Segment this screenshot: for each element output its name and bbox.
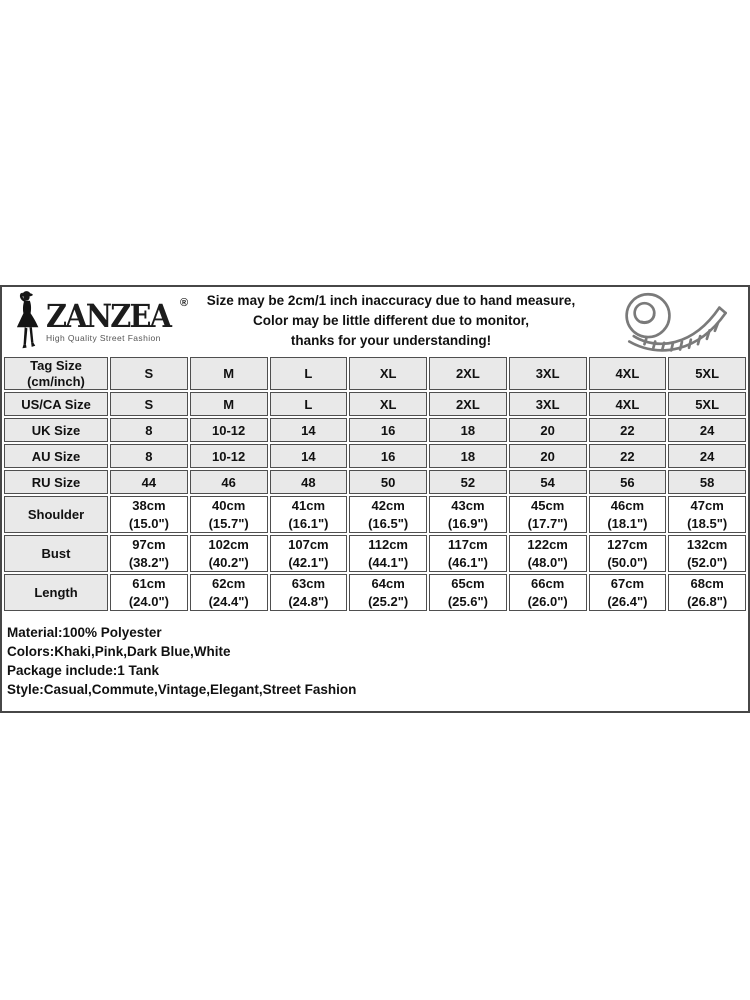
table-row xyxy=(4,357,746,390)
row-label: US/CA Size xyxy=(4,392,108,416)
size-cell: 56 xyxy=(589,470,667,494)
size-cell: 43cm (16.9") xyxy=(429,496,507,533)
size-cell: M xyxy=(190,392,268,416)
size-cell: 61cm (24.0") xyxy=(110,574,188,611)
table-row xyxy=(4,444,746,468)
size-cell: 5XL xyxy=(668,357,746,390)
size-cell: 54 xyxy=(509,470,587,494)
size-cell: 46cm (18.1") xyxy=(589,496,667,533)
table-row xyxy=(4,418,746,442)
size-cell: S xyxy=(110,357,188,390)
size-cell: 67cm (26.4") xyxy=(589,574,667,611)
measuring-tape-icon xyxy=(612,288,734,354)
size-cell: 24 xyxy=(668,418,746,442)
size-table xyxy=(2,355,748,613)
size-cell: 40cm (15.7") xyxy=(190,496,268,533)
size-cell: 117cm (46.1") xyxy=(429,535,507,572)
size-cell: 68cm (26.8") xyxy=(668,574,746,611)
size-cell: 46 xyxy=(190,470,268,494)
brand-logo-text xyxy=(46,296,192,343)
size-cell: 38cm (15.0") xyxy=(110,496,188,533)
size-cell: 122cm (48.0") xyxy=(509,535,587,572)
size-notice xyxy=(184,291,598,351)
size-cell: 10-12 xyxy=(190,418,268,442)
registered-mark: ® xyxy=(180,296,189,309)
detail-package: Package include:1 Tank xyxy=(7,663,160,679)
size-cell: XL xyxy=(349,392,427,416)
table-row xyxy=(4,470,746,494)
size-cell: 16 xyxy=(349,418,427,442)
table-row xyxy=(4,574,746,611)
size-cell: 65cm (25.6") xyxy=(429,574,507,611)
size-cell: 22 xyxy=(589,444,667,468)
table-row xyxy=(4,535,746,572)
size-cell: 2XL xyxy=(429,357,507,390)
row-label: AU Size xyxy=(4,444,108,468)
size-cell: 64cm (25.2") xyxy=(349,574,427,611)
size-chart-panel xyxy=(0,285,750,713)
size-cell: 8 xyxy=(110,444,188,468)
row-label: RU Size xyxy=(4,470,108,494)
size-cell: 132cm (52.0") xyxy=(668,535,746,572)
size-cell: 63cm (24.8") xyxy=(270,574,348,611)
size-cell: 50 xyxy=(349,470,427,494)
size-cell: 62cm (24.4") xyxy=(190,574,268,611)
size-cell: 24 xyxy=(668,444,746,468)
size-cell: 14 xyxy=(270,418,348,442)
size-cell: 22 xyxy=(589,418,667,442)
size-cell: 18 xyxy=(429,418,507,442)
size-cell: 3XL xyxy=(509,392,587,416)
size-cell: 3XL xyxy=(509,357,587,390)
brand-name: ZANZEA xyxy=(46,296,171,335)
notice-line-2: Color may be little different due to monitor, xyxy=(252,313,530,328)
size-cell: 8 xyxy=(110,418,188,442)
size-cell: 58 xyxy=(668,470,746,494)
detail-material: Material:100% Polyester xyxy=(7,625,162,641)
row-label: Length xyxy=(4,574,108,611)
size-cell: 5XL xyxy=(668,392,746,416)
table-row xyxy=(4,496,746,533)
size-cell: L xyxy=(270,357,348,390)
size-cell: 20 xyxy=(509,444,587,468)
size-cell: 102cm (40.2") xyxy=(190,535,268,572)
size-cell: 41cm (16.1") xyxy=(270,496,348,533)
panel-header xyxy=(2,287,748,355)
size-cell: 48 xyxy=(270,470,348,494)
size-cell: 45cm (17.7") xyxy=(509,496,587,533)
tape-icon-wrap xyxy=(598,288,748,354)
row-label: Tag Size (cm/inch) xyxy=(4,357,108,390)
size-cell: 97cm (38.2") xyxy=(110,535,188,572)
notice-line-1: Size may be 2cm/1 inch inaccuracy due to hand measure, xyxy=(206,293,576,308)
size-cell: 20 xyxy=(509,418,587,442)
woman-silhouette-icon xyxy=(12,290,44,352)
size-cell: 66cm (26.0") xyxy=(509,574,587,611)
size-cell: XL xyxy=(349,357,427,390)
size-cell: 112cm (44.1") xyxy=(349,535,427,572)
row-label: Bust xyxy=(4,535,108,572)
size-cell: 2XL xyxy=(429,392,507,416)
size-cell: S xyxy=(110,392,188,416)
size-cell: 107cm (42.1") xyxy=(270,535,348,572)
size-cell: 52 xyxy=(429,470,507,494)
detail-colors: Colors:Khaki,Pink,Dark Blue,White xyxy=(7,644,231,660)
size-cell: 42cm (16.5") xyxy=(349,496,427,533)
size-cell: M xyxy=(190,357,268,390)
size-cell: 47cm (18.5") xyxy=(668,496,746,533)
detail-style: Style:Casual,Commute,Vintage,Elegant,Street Fashion xyxy=(7,682,357,698)
brand-tagline: High Quality Street Fashion xyxy=(46,332,161,343)
size-cell: L xyxy=(270,392,348,416)
size-cell: 4XL xyxy=(589,392,667,416)
size-cell: 10-12 xyxy=(190,444,268,468)
notice-line-3: thanks for your understanding! xyxy=(290,333,492,348)
brand-row xyxy=(46,296,192,335)
size-cell: 14 xyxy=(270,444,348,468)
brand-logo xyxy=(2,290,189,352)
size-cell: 16 xyxy=(349,444,427,468)
size-cell: 127cm (50.0") xyxy=(589,535,667,572)
size-cell: 44 xyxy=(110,470,188,494)
row-label: UK Size xyxy=(4,418,108,442)
row-label: Shoulder xyxy=(4,496,108,533)
size-cell: 18 xyxy=(429,444,507,468)
size-cell: 4XL xyxy=(589,357,667,390)
product-details xyxy=(2,613,748,711)
table-row xyxy=(4,392,746,416)
